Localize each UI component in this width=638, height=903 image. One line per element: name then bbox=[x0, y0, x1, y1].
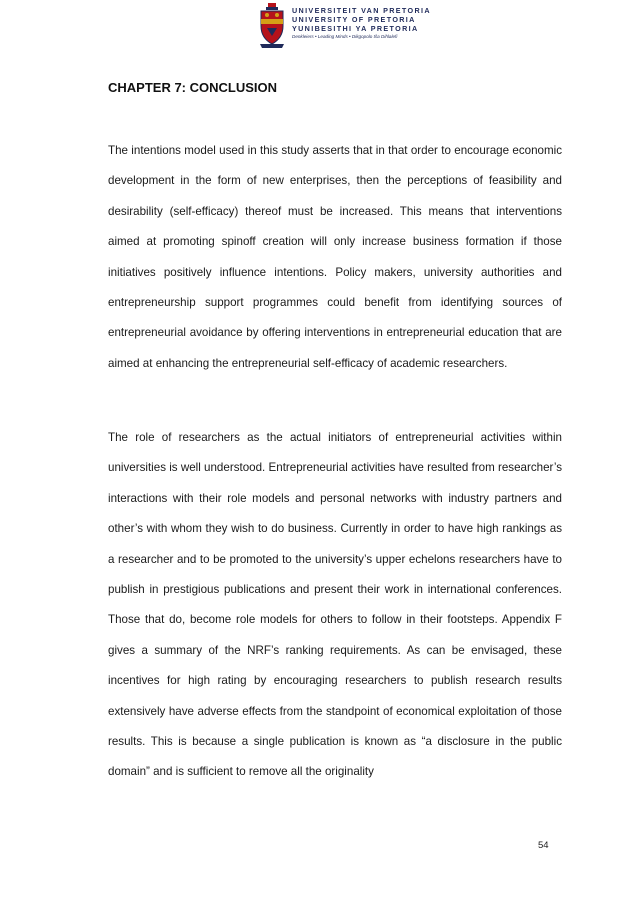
logo-line-english: UNIVERSITY OF PRETORIA bbox=[292, 15, 416, 24]
university-crest-icon bbox=[258, 2, 286, 50]
chapter-title: CHAPTER 7: CONCLUSION bbox=[108, 80, 278, 95]
paragraph-1: The intentions model used in this study asserts that in that order to encourage economic development in the form of new enterprises, then the perceptions of feasibility and desirability (self-efficacy) thereof must be increased. This means that interventions aimed at promoting spinoff creation will only increase business formation if those initiatives positively influence intentions. Policy makers, university authorities and entrepreneurship support programmes could benefit from identifying sources of entrepreneurial avoidance by offering interventions in entrepreneurial education that are aimed at enhancing the entrepreneurial self-efficacy of academic researchers. bbox=[108, 144, 562, 370]
university-logo bbox=[258, 2, 431, 54]
page-number: 54 bbox=[538, 840, 549, 851]
paragraph-2: The role of researchers as the actual initiators of entrepreneurial activities within universities is well understood. Entrepreneurial activities have resulted from researcher’s interactions with their role models and personal networks with industry partners and other’s with whom they wish to do business. Currently in order to have high rankings as a researcher and to be promoted to the university’s upper echelons researchers have to publish in prestigious publications and present their work in international conferences. Those that do, become role models for others to follow in their footsteps. Appendix F gives a summary of the NRF’s ranking requirements. As can be envisaged, these incentives for high rating by encouraging researchers to publish research results extensively have adverse effects from the standpoint of economical exploitation of those results. This is because a single publication is known as “a disclosure in the public domain” and is sufficient to remove all the originality bbox=[108, 431, 562, 779]
logo-line-sepedi: YUNIBESITHI YA PRETORIA bbox=[292, 24, 419, 33]
logo-motto: Denkleiers • Leading Minds • Dikgopolo tša Dihlalefi bbox=[292, 34, 398, 39]
logo-line-afrikaans: UNIVERSITEIT VAN PRETORIA bbox=[292, 6, 431, 15]
